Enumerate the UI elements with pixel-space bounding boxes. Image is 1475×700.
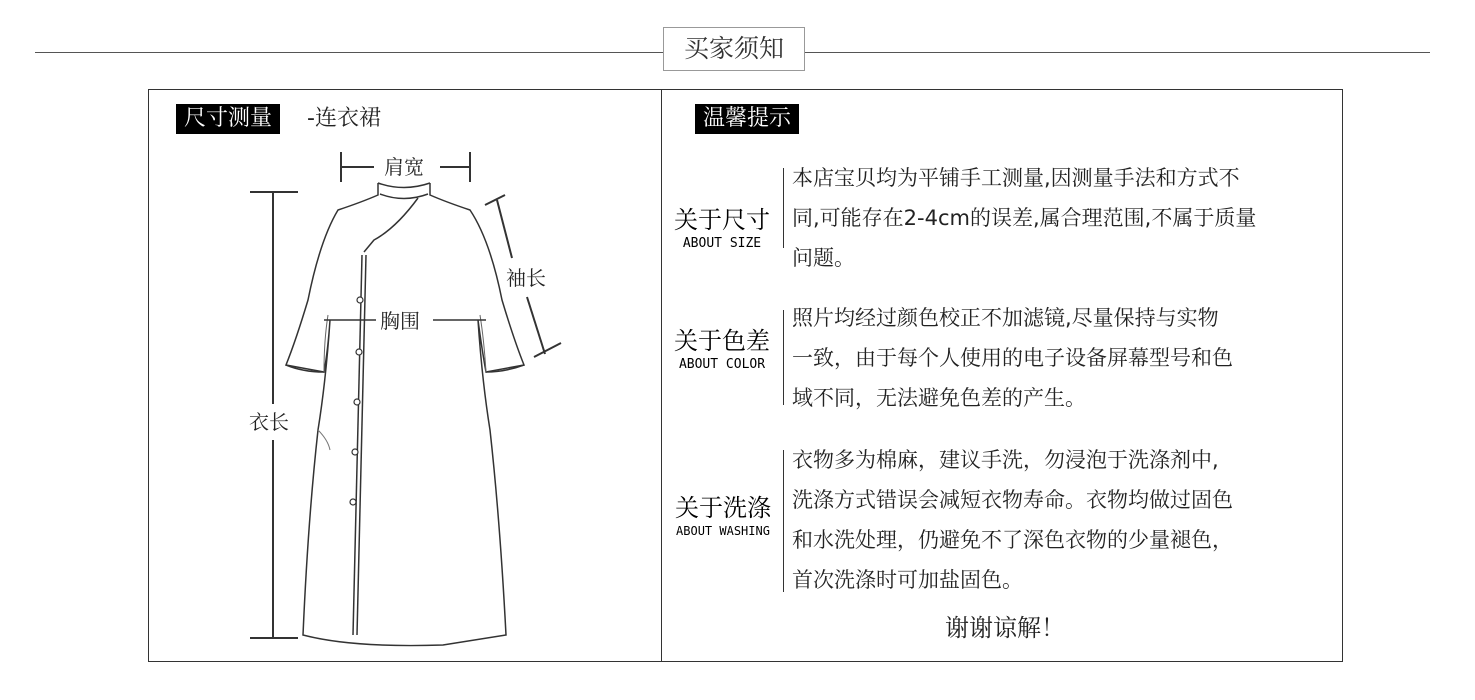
size-section-title: 关于尺寸 — [674, 206, 770, 234]
measurement-tag: 尺寸测量 — [176, 104, 280, 134]
size-section-text — [792, 158, 1332, 278]
panel-divider — [661, 89, 662, 662]
size-text-line: 问题。 — [792, 246, 855, 270]
color-section-subtitle: ABOUT COLOR — [678, 357, 766, 372]
washing-section-text — [792, 440, 1332, 600]
shoulder-width-label: 肩宽 — [381, 155, 427, 179]
washing-text-line: 衣物多为棉麻，建议手洗，勿浸泡于洗涤剂中, — [792, 448, 1219, 472]
length-label: 衣长 — [246, 410, 292, 434]
washing-text-line: 首次洗涤时可加盐固色。 — [792, 568, 1023, 592]
color-section-bar — [783, 310, 784, 405]
thanks-text: 谢谢谅解！ — [945, 614, 1065, 642]
washing-section-subtitle: ABOUT WASHING — [676, 524, 770, 538]
tips-tag: 温馨提示 — [695, 104, 799, 134]
page-title: 买家须知 — [663, 27, 805, 71]
header-rule-left — [35, 52, 663, 53]
color-text-line: 域不同，无法避免色差的产生。 — [792, 386, 1086, 410]
sleeve-length-label: 袖长 — [503, 266, 549, 290]
washing-section-title: 关于洗涤 — [675, 494, 771, 522]
washing-text-line: 洗涤方式错误会减短衣物寿命。衣物均做过固色 — [792, 488, 1233, 512]
chest-label: 胸围 — [377, 309, 423, 333]
color-text-line: 一致，由于每个人使用的电子设备屏幕型号和色 — [792, 346, 1233, 370]
color-text-line: 照片均经过颜色校正不加滤镜,尽量保持与实物 — [792, 306, 1219, 330]
color-section-text — [792, 298, 1332, 418]
header-rule-right — [805, 52, 1430, 53]
washing-text-line: 和水洗处理，仍避免不了深色衣物的少量褪色， — [792, 528, 1233, 552]
size-section-subtitle: ABOUT SIZE — [682, 236, 762, 251]
measurement-subtitle: -连衣裙 — [307, 106, 381, 131]
color-section-title: 关于色差 — [674, 327, 770, 355]
size-text-line: 同,可能存在2-4cm的误差,属合理范围,不属于质量 — [792, 206, 1257, 230]
dress-diagram — [148, 140, 661, 660]
washing-section-bar — [783, 450, 784, 592]
size-section-bar — [783, 168, 784, 248]
size-text-line: 本店宝贝均为平铺手工测量,因测量手法和方式不 — [792, 166, 1240, 190]
